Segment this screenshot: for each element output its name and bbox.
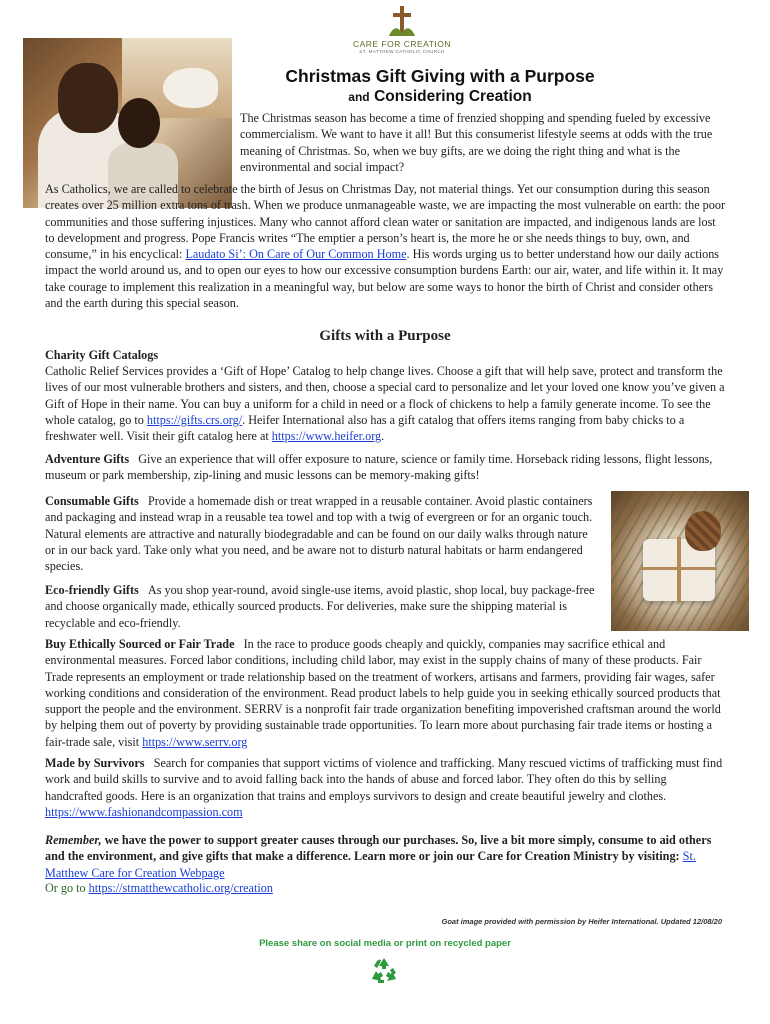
remember-lead: Remember, — [45, 833, 102, 847]
survivors-text: Search for companies that support victims of violence and trafficking. Many rescued victims of trafficking must find work and build skills to survive and to avoid falling back into the hands of abuse and forced labor. They often do this by selling handcrafted goods. Here is an organization that trains and employs survivors to design and create beautiful jewelry and clothes. — [45, 756, 723, 803]
adventure-text: Give an experience that will offer exposure to nature, science or family time. Horseback riding lessons, flight lessons, museum or park membership, zip-lining and music lessons can be memory-making gifts! — [45, 452, 713, 483]
intro-paragraph: The Christmas season has become a time of frenzied shopping and spending fueled by excessive commercialism. We want to have it all! But this consumerist lifestyle seems at odds with the true meaning of Christmas. So, when we buy gifts, are we doing the right thing and what is the environmental and social impact? — [240, 111, 713, 174]
stmatthew-creation-link[interactable]: https://stmatthewcatholic.org/creation — [88, 881, 273, 895]
recycle-icon — [368, 955, 400, 987]
cross-leaf-icon — [385, 6, 419, 38]
care-creation-webpage-link[interactable]: St. Matthew Care for Creation Webpage — [45, 849, 696, 880]
fair-text: In the race to produce goods cheaply and quickly, companies may sacrifice ethical and environmental measures. Forced labor conditions, including child labor, may exist in the supply chains of many of these products. Fair Trade represents an employment or trade relationship based on the treatment of workers, artisans and farmers, providing fair wages, safer working conditions and consideration of the environment. Read product labels to help guide you in seeking ethically sourced products that support the people and the environment. SERRV is a nonprofit fair trade organization benefiting impoverished craftsman around the world by helping them out of poverty by providing sustainable trade opportunities. To learn more about purchasing fair trade items or hosting a fair-trade sale, visit — [45, 637, 721, 749]
catholic-text-a: As Catholics, we are called to celebrate the birth of Jesus on Christmas Day, not material things. Yet our consumption during this season creates over 25 million extra tons of trash. When we produce unmanageable waste, we are impacting the most vulnerable on earth: the poor communities and those suffering injustices. Many who cannot afford clean water or sanitation are impacted, and indigenous lands are lost to development and progress. Pope Francis writes “The emptier a person’s heart is, the more he or she needs things to buy, own, and consume,” in his encyclical: — [45, 182, 726, 262]
subtitle-and: and — [348, 90, 370, 104]
catholic-text-b: . His words urging us to better understand how our daily actions impact the world around us, and to open our eyes to how our excessive consumption burdens Earth: our air, water, and life within it. It may take courage to implement this realization in a meaningful way, but below are some ways to honor the birth of Christ and consider others and the earth during this special season. — [45, 247, 724, 311]
survivors-paragraph — [45, 755, 727, 820]
goto-line — [45, 880, 727, 896]
adventure-paragraph — [45, 451, 727, 484]
serrv-link[interactable]: https://www.serrv.org — [142, 734, 248, 749]
catholic-paragraph — [45, 181, 727, 311]
photo-wrapped-gift — [611, 491, 749, 631]
share-note: Please share on social media or print on recycled paper — [259, 938, 511, 949]
fashion-compassion-link[interactable]: https://www.fashionandcompassion.com — [45, 804, 243, 819]
laudato-si-link[interactable]: Laudato Si’: On Care of Our Common Home — [185, 247, 407, 262]
charity-text-c: . — [381, 429, 385, 444]
subtitle-main: Considering Creation — [374, 88, 532, 105]
charity-text-b: . Heifer International also has a gift catalog that offers items ranging from baby chicks to a freshwater well. Visit their gift catalog here at — [45, 412, 685, 444]
fair-trade-paragraph — [45, 636, 727, 750]
fair-lead: Buy Ethically Sourced or Fair Trade — [45, 637, 235, 651]
consumable-text: Provide a homemade dish or treat wrapped in a reusable container. Avoid plastic containers and packaging and instead wrap in a reusable tea towel and top with a twig of evergreen or for an organic touch. Natural elements are attractive and naturally biodegradable and can be found on our daily walks through nature or in our back yard. Take only what you need, and be aware not to disturb natural habitats or harm endangered species. — [45, 494, 593, 574]
charity-text-a: Catholic Relief Services provides a ‘Gift of Hope’ Catalog to help change lives. Choose a gift that will help save, protect and transform the lives of our most vulnerable brothers and sisters, and then, choose a special card to personalize and let your loved one know you’ve given a Gift of Hope in their name. You can buy a uniform for a child in need or a flock of chickens to help a family generate income. To see the whole catalog, go to — [45, 364, 725, 427]
logo-subtitle: ST. MATTHEW CATHOLIC CHURCH — [359, 49, 445, 54]
page-subtitle — [232, 88, 648, 106]
charity-paragraph — [45, 363, 727, 444]
goto-text: Or go to — [45, 881, 89, 895]
remember-text: we have the power to support greater causes through our purchases. So, live a bit more simply, consume to aid others and the environment, and give gifts that make a difference. Learn more or join our Care for Creation Ministry by visiting: — [45, 833, 712, 864]
logo-name: CARE FOR CREATION — [352, 39, 452, 49]
page-title: Christmas Gift Giving with a Purpose — [285, 66, 595, 86]
eco-text: As you shop year-round, avoid single-use items, avoid plastic, shop local, buy package-free and choose organically made, ethically sourced products. For deliveries, make sure the shipping material is recyclable and eco-friendly. — [45, 583, 595, 630]
image-credit-caption: Goat image provided with permission by Heifer International. Updated 12/08/20 — [441, 917, 722, 926]
survivors-lead: Made by Survivors — [45, 756, 145, 770]
remember-paragraph — [45, 832, 727, 881]
eco-paragraph — [45, 582, 600, 631]
eco-lead: Eco-friendly Gifts — [45, 583, 139, 597]
consumable-paragraph — [45, 493, 600, 574]
crs-link[interactable]: https://gifts.crs.org/ — [146, 412, 243, 427]
section-heading: Gifts with a Purpose — [319, 328, 451, 344]
adventure-lead: Adventure Gifts — [45, 452, 130, 466]
heifer-link[interactable]: https://www.heifer.org — [271, 429, 382, 444]
charity-heading: Charity Gift Catalogs — [45, 348, 159, 362]
care-for-creation-logo — [352, 6, 452, 58]
consumable-lead: Consumable Gifts — [45, 494, 139, 508]
